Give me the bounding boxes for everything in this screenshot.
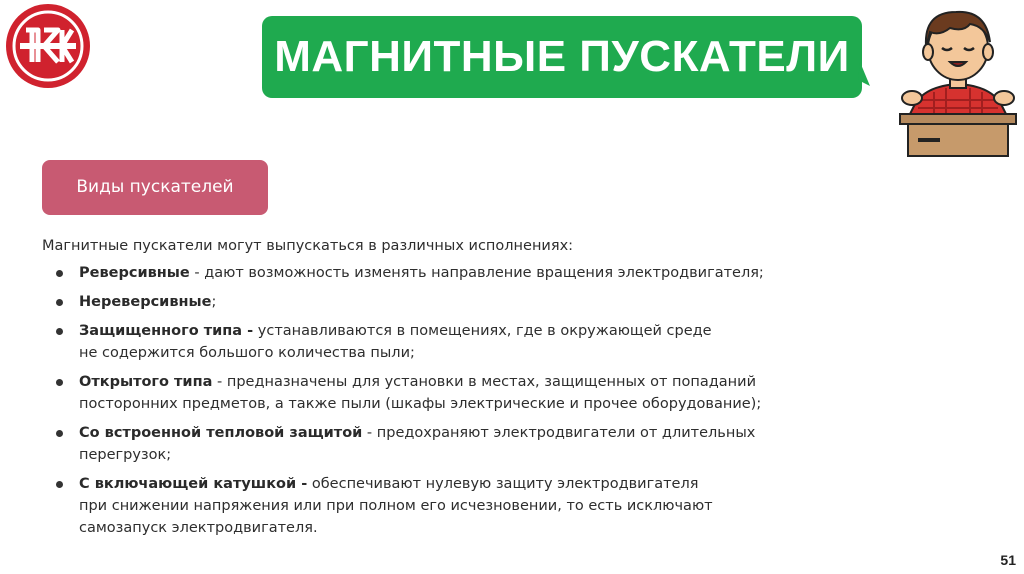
item-text: - дают возможность изменять направление вращения электродвигателя; <box>189 265 764 281</box>
list-item <box>42 371 762 415</box>
item-text-continuation: самозапуск электродвигателя. <box>79 520 318 536</box>
item-text-continuation: перегрузок; <box>79 447 172 463</box>
item-title: Со встроенной тепловой защитой <box>79 425 363 441</box>
bullet-icon <box>56 430 63 437</box>
item-text: - предназначены для установки в местах, защищенных от попаданий <box>212 374 756 390</box>
bullet-icon <box>56 299 63 306</box>
item-title: Реверсивные <box>79 265 190 281</box>
list-item <box>42 422 762 466</box>
page-number: 51 <box>1000 552 1016 568</box>
types-list <box>42 262 762 546</box>
bullet-icon <box>56 481 63 488</box>
item-text-continuation: при снижении напряжения или при полном его исчезновении, то есть исключают <box>79 498 713 514</box>
title-banner <box>262 16 870 98</box>
item-title: Защищенного типа - <box>79 323 254 339</box>
list-item <box>42 291 762 313</box>
section-button[interactable]: Виды пускателей <box>42 160 268 215</box>
talking-boy-icon <box>894 2 1022 158</box>
list-item <box>42 473 762 539</box>
item-text-continuation: не содержится большого количества пыли; <box>79 345 415 361</box>
item-text: - предохраняют электродвигатели от длительных <box>362 425 756 441</box>
bullet-icon <box>56 270 63 277</box>
intro-text: Магнитные пускатели могут выпускаться в различных исполнениях: <box>42 238 574 254</box>
list-item <box>42 320 762 364</box>
item-title: С включающей катушкой - <box>79 476 308 492</box>
company-logo-icon <box>4 2 92 90</box>
item-title: Открытого типа <box>79 374 213 390</box>
item-text: ; <box>211 294 217 310</box>
bullet-icon <box>56 379 63 386</box>
item-text-continuation: посторонних предметов, а также пыли (шкафы электрические и прочее оборудование); <box>79 396 762 412</box>
item-text: устанавливаются в помещениях, где в окружающей среде <box>253 323 712 339</box>
item-text: обеспечивают нулевую защиту электродвигателя <box>307 476 699 492</box>
page-title: МАГНИТНЫЕ ПУСКАТЕЛИ <box>274 32 850 81</box>
list-item <box>42 262 762 284</box>
bullet-icon <box>56 328 63 335</box>
item-title: Нереверсивные <box>79 294 212 310</box>
